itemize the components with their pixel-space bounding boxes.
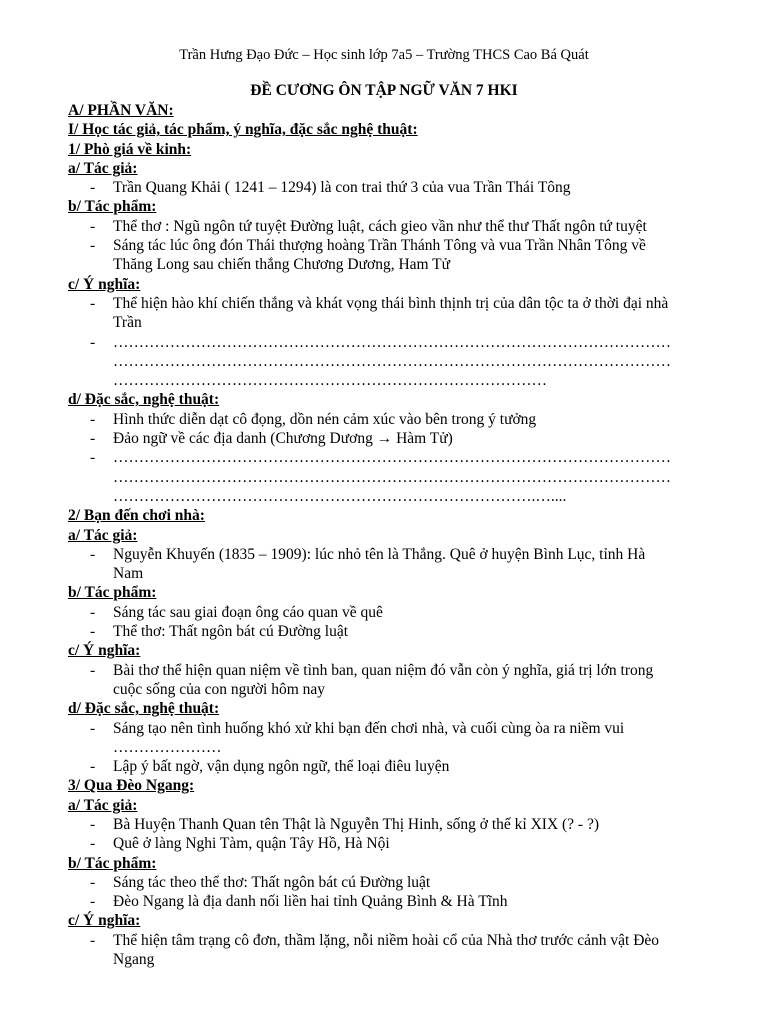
bullet-text [113, 873, 708, 892]
heading-line [68, 275, 708, 294]
section-heading: b/ Tác phẩm: [68, 854, 157, 872]
page-header: Trần Hưng Đạo Đức – Học sinh lớp 7a5 – Trường THCS Cao Bá Quát [179, 47, 589, 63]
bullet-text [113, 757, 708, 776]
bullet-item [68, 892, 708, 911]
bullet-dash: - [90, 237, 96, 255]
bullet-item [68, 410, 708, 429]
bullet-dash: - [90, 179, 96, 197]
section-heading: a/ Tác giả: [68, 526, 138, 544]
bullet-text-line: Trần [113, 314, 142, 332]
bullet-text [113, 217, 708, 236]
bullet-text [113, 815, 708, 834]
bullet-text [113, 448, 708, 506]
bullet-text-line: Thể hiện hào khí chiến thắng và khát vọng thái bình thịnh trị của dân tộc ta ở thời đại nhà [113, 294, 669, 312]
section-heading: b/ Tác phẩm: [68, 198, 157, 216]
heading-line [68, 101, 708, 120]
bullet-text-line: Hình thức diễn dạt cô đọng, dồn nén cảm xúc vào bên trong ý tưởng [113, 410, 537, 428]
bullet-text-line: Bà Huyện Thanh Quan tên Thật là Nguyễn Thị Hinh, sống ở thế kỉ XIX (? - ?) [113, 815, 600, 833]
bullet-text-line: Nguyễn Khuyến (1835 – 1909): lúc nhỏ tên là Thắng. Quê ở huyện Bình Lục, tỉnh Hà [113, 545, 646, 563]
section-heading: b/ Tác phẩm: [68, 584, 157, 602]
heading-line [68, 197, 708, 216]
bullet-text-line: Sáng tác sau giai đoạn ông cáo quan về quê [113, 603, 383, 621]
bullet-text-line: ……………………………………………………………………….….... [113, 487, 567, 505]
section-heading: c/ Ý nghĩa: [68, 642, 141, 660]
bullet-text-line: ………………………………………………………………………… [113, 372, 547, 390]
bullet-dash: - [90, 410, 96, 428]
heading-line [68, 641, 708, 660]
bullet-item [68, 815, 708, 834]
bullet-item [68, 873, 708, 892]
bullet-text-line: ……………………………………………………………………………………………… [113, 449, 671, 467]
heading-line [68, 159, 708, 178]
bullet-text [113, 622, 708, 641]
bullet-dash: - [90, 294, 96, 312]
document-body [68, 101, 708, 969]
section-heading: 1/ Phò giá về kinh: [68, 140, 192, 158]
bullet-text [113, 545, 708, 584]
bullet-text-line: ……………………………………………………………………………………………… [113, 352, 671, 370]
bullet-text [113, 931, 708, 970]
bullet-dash: - [90, 623, 96, 641]
bullet-dash: - [90, 217, 96, 235]
heading-line [68, 699, 708, 718]
bullet-item [68, 603, 708, 622]
bullet-text [113, 892, 708, 911]
bullet-text [113, 661, 708, 700]
heading-line [68, 796, 708, 815]
bullet-dash: - [90, 545, 96, 563]
bullet-text [113, 429, 708, 448]
bullet-text-line: Quê ở làng Nghi Tàm, quận Tây Hồ, Hà Nội [113, 835, 390, 853]
bullet-item [68, 178, 708, 197]
bullet-text-line: ………………… [113, 738, 222, 756]
bullet-text [113, 236, 708, 275]
section-heading: a/ Tác giả: [68, 159, 138, 177]
section-heading: c/ Ý nghĩa: [68, 275, 141, 293]
heading-line [68, 120, 708, 139]
bullet-text-line: cuộc sống của con người hôm nay [113, 680, 326, 698]
section-heading: d/ Đặc sắc, nghệ thuật: [68, 391, 220, 409]
bullet-item [68, 294, 708, 333]
bullet-item [68, 622, 708, 641]
bullet-text [113, 719, 708, 758]
bullet-dash: - [90, 931, 96, 949]
bullet-dash: - [90, 449, 96, 467]
bullet-text-line: Thăng Long sau chiến thắng Chương Dương, Ham Tử [113, 256, 451, 274]
bullet-item [68, 217, 708, 236]
heading-line [68, 854, 708, 873]
section-heading: d/ Đặc sắc, nghệ thuật: [68, 700, 220, 718]
section-heading: 3/ Qua Đèo Ngang: [68, 777, 195, 795]
heading-line [68, 390, 708, 409]
bullet-item [68, 429, 708, 448]
bullet-text-line: Trần Quang Khải ( 1241 – 1294) là con trai thứ 3 của vua Trần Thái Tông [113, 179, 571, 197]
bullet-text [113, 294, 708, 333]
bullet-item [68, 545, 708, 584]
bullet-text-line: Sáng tác theo thể thơ: Thất ngôn bát cú Đường luật [113, 873, 431, 891]
bullet-text-line: Sáng tạo nên tình huống khó xử khi bạn đến chơi nhà, và cuối cùng òa ra niềm vui [113, 719, 625, 737]
bullet-text-line: Sáng tác lúc ông đón Thái thượng hoàng Trần Thánh Tông và vua Trần Nhân Tông về [113, 237, 646, 255]
bullet-item [68, 834, 708, 853]
bullet-text-line: ……………………………………………………………………………………………… [113, 333, 671, 351]
section-heading: 2/ Bạn đến chơi nhà: [68, 507, 205, 525]
bullet-item [68, 931, 708, 970]
heading-line [68, 526, 708, 545]
bullet-item [68, 661, 708, 700]
bullet-text-line: Đèo Ngang là địa danh nối liền hai tỉnh Quảng Bình & Hà Tĩnh [113, 893, 508, 911]
bullet-text [113, 178, 708, 197]
heading-line [68, 506, 708, 525]
bullet-text-line: Thể hiện tâm trạng cô đơn, thầm lặng, nỗi niềm hoài cổ của Nhà thơ trước cảnh vật Đèo [113, 931, 660, 949]
bullet-text-line: ……………………………………………………………………………………………… [113, 468, 671, 486]
bullet-dash: - [90, 603, 96, 621]
document-title: ĐỀ CƯƠNG ÔN TẬP NGỮ VĂN 7 HKI [250, 82, 518, 99]
bullet-text-line: Thể thơ : Ngũ ngôn tứ tuyệt Đường luật, cách gieo vần như thể thư Thất ngôn tứ tuyệt [113, 217, 647, 235]
bullet-dash: - [90, 661, 96, 679]
bullet-text-line: Thể thơ: Thất ngôn bát cú Đường luật [113, 623, 349, 641]
bullet-text-line: Đảo ngữ về các địa danh (Chương Dương → Hàm Tử) [113, 430, 453, 448]
bullet-text [113, 834, 708, 853]
bullet-item [68, 719, 708, 758]
bullet-text-line: Bài thơ thể hiện quan niệm về tình ban, quan niệm đó vẫn còn ý nghĩa, giá trị lớn trong [113, 661, 654, 679]
bullet-dash: - [90, 758, 96, 776]
bullet-item [68, 236, 708, 275]
section-heading: I/ Học tác giả, tác phẩm, ý nghĩa, đặc sắc nghệ thuật: [68, 121, 418, 139]
section-heading: A/ PHẦN VĂN: [68, 102, 174, 119]
bullet-dash: - [90, 835, 96, 853]
bullet-text-line: Nam [113, 565, 144, 583]
bullet-item [68, 448, 708, 506]
bullet-item [68, 757, 708, 776]
bullet-text-line: Lập ý bất ngờ, vận dụng ngôn ngữ, thể loại điêu luyện [113, 758, 450, 776]
bullet-text [113, 333, 708, 391]
bullet-dash: - [90, 719, 96, 737]
bullet-dash: - [90, 873, 96, 891]
bullet-dash: - [90, 430, 96, 448]
bullet-dash: - [90, 333, 96, 351]
heading-line [68, 776, 708, 795]
heading-line [68, 583, 708, 602]
bullet-dash: - [90, 815, 96, 833]
bullet-text [113, 410, 708, 429]
section-heading: c/ Ý nghĩa: [68, 912, 141, 930]
bullet-text-line: Ngang [113, 951, 155, 969]
heading-line [68, 911, 708, 930]
bullet-item [68, 333, 708, 391]
heading-line [68, 140, 708, 159]
section-heading: a/ Tác giả: [68, 796, 138, 814]
bullet-text [113, 603, 708, 622]
bullet-dash: - [90, 893, 96, 911]
